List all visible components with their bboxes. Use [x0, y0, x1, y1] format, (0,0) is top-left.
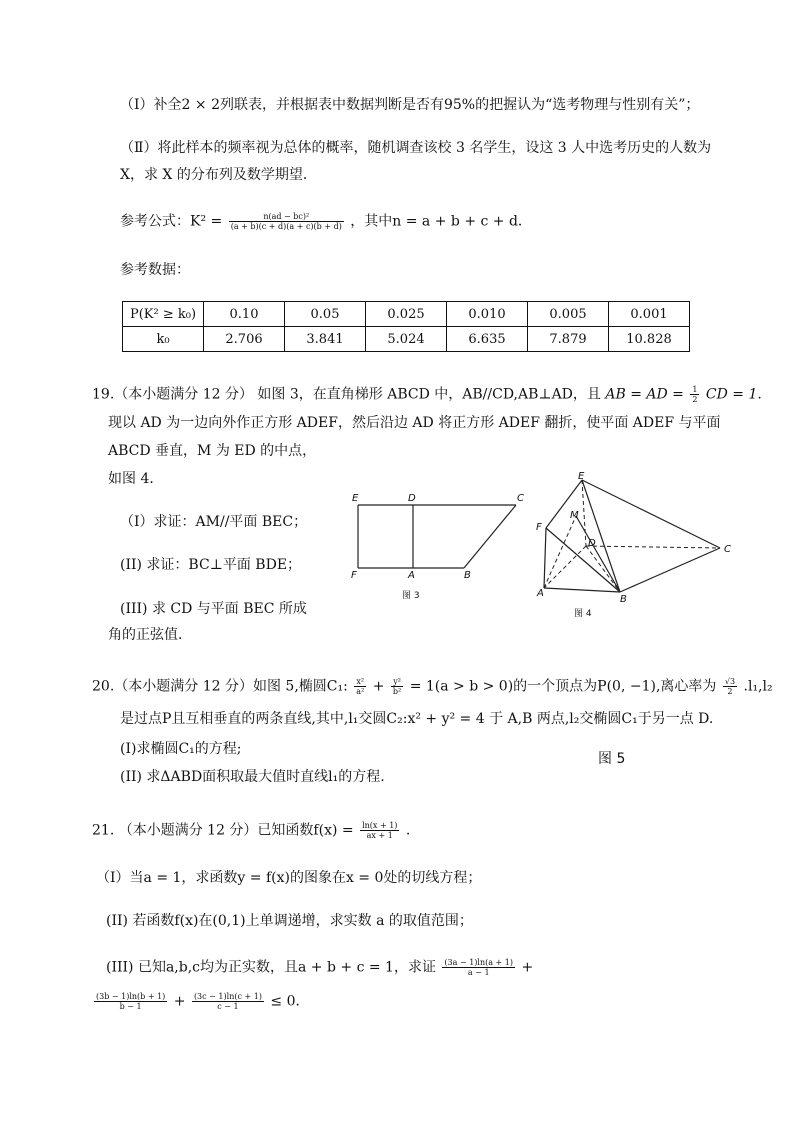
figure-4-solid [530, 470, 750, 625]
formula-suffix: ，其中n = a + b + c + d． [350, 213, 532, 230]
eccentricity-fraction [723, 677, 737, 696]
q21-sub2: (II) 若函数f(x)在(0,1)上单调递增，求实数 a 的取值范围； [106, 913, 473, 929]
q19-line1 [92, 385, 762, 404]
frac-den: b − 1 [119, 1002, 142, 1011]
fig4-label-A: A [537, 588, 544, 599]
q21-intro: 21. （本小题满分 12 分）已知函数f(x) = [92, 822, 354, 839]
table-row [123, 327, 690, 352]
fig3-label-B: B [464, 570, 471, 581]
frac-num: ln(x + 1) [362, 821, 398, 830]
table-cell: 7.879 [528, 327, 609, 352]
frac-den: 2 [727, 687, 733, 696]
table-cell: 3.841 [285, 327, 366, 352]
frac-den: a − 1 [467, 968, 490, 977]
inequality-end: ≤ 0． [270, 993, 310, 1010]
fig4-label-C: C [724, 544, 731, 555]
q20-condition: = 1(a > b > 0)的一个顶点为P(0, −1),离心率为 [409, 678, 717, 695]
q19-eq-right: CD = 1. [705, 386, 762, 403]
fig5-caption: 图 5 [598, 751, 626, 767]
q20-intro: 20.（本小题满分 12 分）如图 5,椭圆C₁: [92, 678, 348, 695]
fig3-label-C: C [517, 493, 524, 504]
table-cell: 0.025 [366, 302, 447, 327]
fig3-caption: 图 3 [402, 591, 420, 601]
x-over-a-fraction [354, 677, 366, 696]
q19-sub2: (II) 求证：BC⊥平面 BDE； [120, 557, 302, 573]
q19-line2: 现以 AD 为一边向外作正方形 ADEF，然后沿边 AD 将正方形 ADEF 翻折，使平面 ADEF 与平面 [108, 415, 721, 431]
y-over-b-fraction [391, 677, 403, 696]
plus-sign: + [521, 959, 534, 976]
table-row [123, 302, 690, 327]
fig3-label-E: E [352, 493, 359, 504]
half-fraction [690, 385, 699, 404]
frac-den: b² [392, 687, 402, 696]
frac-num: (3a − 1)ln(a + 1) [444, 958, 514, 967]
critical-value-table [122, 301, 690, 352]
frac-num: x² [354, 677, 366, 687]
q19-sub3-line2: 角的正弦值． [108, 627, 192, 643]
plus-sign: + [372, 678, 385, 695]
table-cell: 0.10 [204, 302, 285, 327]
fig3-label-A: A [408, 570, 415, 581]
table-cell: 0.010 [447, 302, 528, 327]
q19-sub1: （Ⅰ）求证：AM//平面 BEC； [120, 514, 308, 530]
q21-sub3-line2 [92, 992, 310, 1011]
q20-lines: .l₁,l₂ [743, 678, 773, 695]
fig3-label-F: F [351, 570, 357, 581]
fig4-label-M: M [570, 510, 579, 521]
table-cell: 0.001 [609, 302, 690, 327]
q19-line4: 如图 4． [108, 471, 164, 487]
table-cell: 0.005 [528, 302, 609, 327]
fig4-label-F: F [536, 522, 542, 533]
formula-prefix: 参考公式：K² = [120, 213, 223, 230]
q20-sub1: (Ⅰ)求椭圆C₁的方程; [120, 741, 242, 757]
half-den: 2 [692, 395, 698, 404]
figure-3-trapezoid [340, 488, 540, 608]
q20-line2: 是过点P且互相垂直的两条直线,其中,l₁交圆C₂:x² + y² = 4 于 A,B 两点,l₂交椭圆C₁于另一点 D. [120, 711, 714, 727]
formula-numerator: n(ad − bc)² [229, 212, 344, 222]
period: . [405, 822, 411, 839]
q18-part2-line1: （Ⅱ）将此样本的频率视为总体的概率，随机调查该校 3 名学生，设这 3 人中选考历史的人数为 [120, 140, 712, 156]
fig4-label-D: D [588, 538, 596, 549]
fig4-label-E: E [578, 471, 585, 482]
table-cell: 10.828 [609, 327, 690, 352]
term-b-fraction [94, 992, 167, 1011]
q21-sub3-line1 [106, 958, 533, 977]
formula-denominator: (a + b)(c + d)(a + c)(b + d) [230, 222, 342, 231]
fig3-label-D: D [408, 493, 416, 504]
q18-part2-line2: X，求 X 的分布列及数学期望． [120, 167, 317, 183]
half-num: 1 [692, 385, 698, 394]
q18-part1: （Ⅰ）补全2 × 2列联表，并根据表中数据判断是否有95%的把握认为“选考物理与性别有关”； [120, 97, 700, 113]
frac-num: y² [391, 677, 403, 687]
term-c-fraction [192, 992, 264, 1011]
table-row-header: P(K² ≥ k₀) [123, 302, 204, 327]
ref-data-label: 参考数据： [120, 262, 190, 278]
chi-square-fraction [229, 212, 344, 231]
q21-sub3-intro: (III) 已知a,b,c均为正实数，且a + b + c = 1，求证 [106, 959, 436, 976]
table-cell: 2.706 [204, 327, 285, 352]
fig4-label-B: B [620, 594, 627, 605]
term-a-fraction [442, 958, 515, 977]
frac-den: a² [356, 687, 365, 696]
table-cell: 0.05 [285, 302, 366, 327]
q18-formula [120, 212, 532, 231]
table-row-header: k₀ [123, 327, 204, 352]
plus-sign: + [173, 993, 186, 1010]
q19-eq-left: AB = AD = [605, 386, 684, 403]
table-cell: 6.635 [447, 327, 528, 352]
frac-den: c − 1 [217, 1002, 239, 1011]
fig4-caption: 图 4 [574, 609, 592, 619]
q19-intro: 19.（本小题满分 12 分） 如图 3，在直角梯形 ABCD 中，AB//CD,AB⊥AD，且 [92, 386, 601, 403]
frac-den: ax + 1 [366, 831, 393, 840]
q21-sub1: （Ⅰ）当a = 1，求函数y = f(x)的图象在x = 0处的切线方程； [96, 870, 482, 886]
q21-line1 [92, 821, 410, 840]
q20-line1 [92, 677, 773, 696]
frac-num: (3b − 1)ln(b + 1) [96, 992, 166, 1001]
table-cell: 5.024 [366, 327, 447, 352]
frac-num: (3c − 1)ln(c + 1) [193, 992, 262, 1001]
q19-line3: ABCD 垂直，M 为 ED 的中点， [108, 443, 317, 459]
q20-sub2: (II) 求ΔABD面积取最大值时直线l₁的方程. [120, 769, 385, 785]
q19-sub3-line1: (III) 求 CD 与平面 BEC 所成 [120, 601, 307, 617]
frac-num: √3 [724, 677, 736, 686]
function-fraction [360, 821, 399, 840]
